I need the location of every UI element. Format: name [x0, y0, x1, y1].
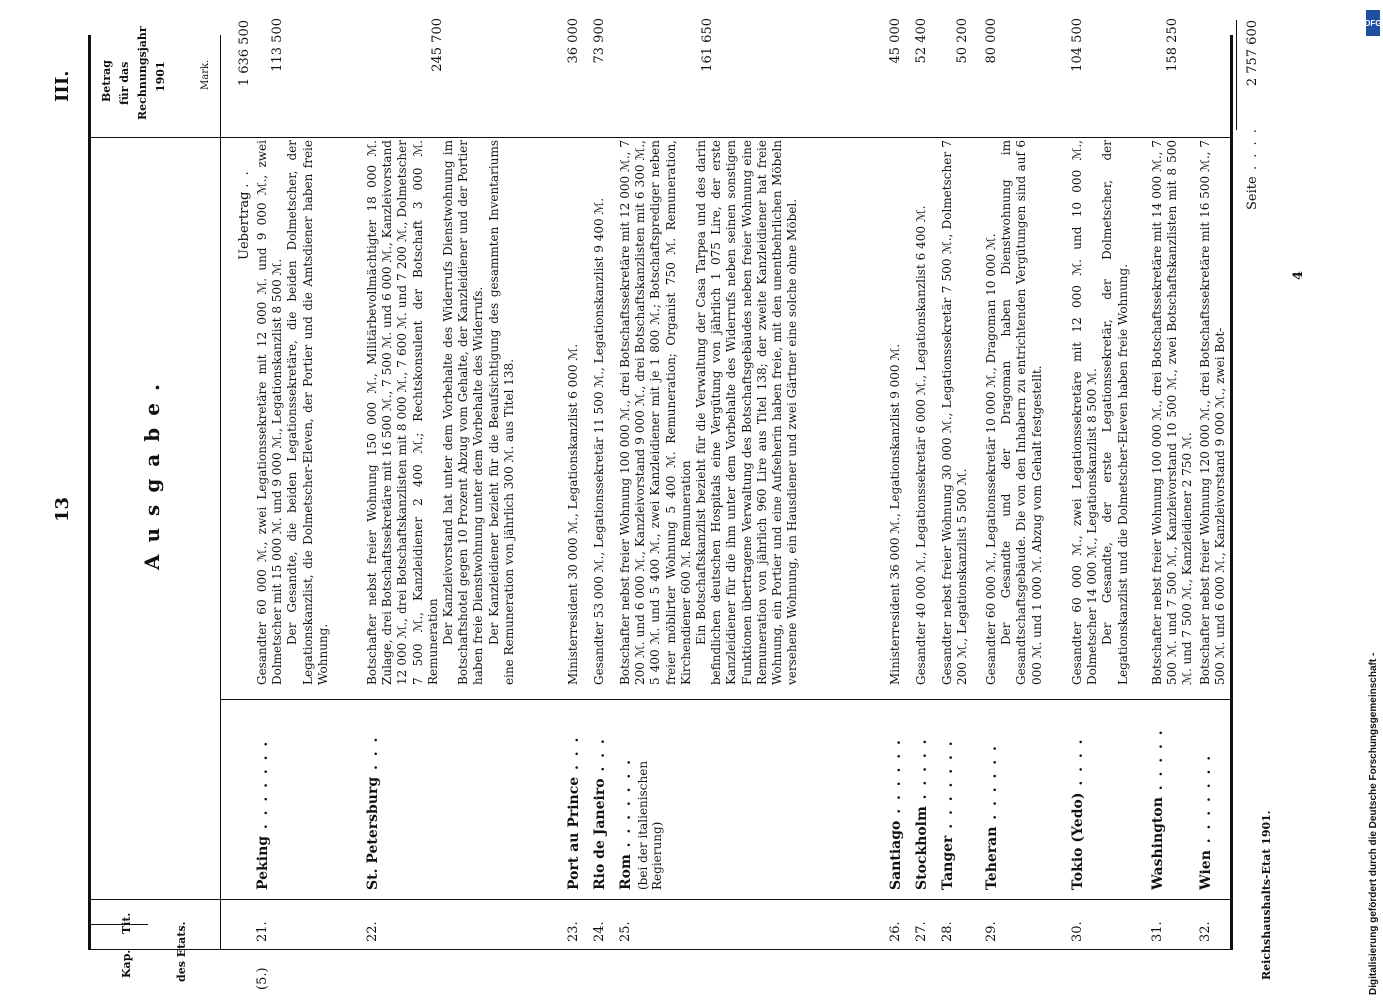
row-amount: 158 250 — [1165, 18, 1180, 72]
row-tit: 30. — [1070, 921, 1085, 942]
place-name: Wien — [1198, 850, 1214, 890]
bottom-thick-rule — [1230, 35, 1233, 950]
leader-dots: . . . . . . . — [940, 739, 956, 836]
row-text — [365, 140, 517, 685]
section-roman: III. — [52, 70, 73, 102]
row-tit: 28. — [940, 921, 955, 942]
row-amount: 245 700 — [430, 18, 445, 72]
row-text — [1198, 140, 1229, 685]
row-text — [984, 140, 1045, 685]
row-text-para: Botschafter nebst freier Wohnung 100 000 ℳ., drei Botschaftssekretäre mit 14 000 ℳ., 7 500 ℳ. und 7 500 ℳ., Kanzleivorstand 10 500 ℳ., zwei Botschaftskanzlisten mit 8 500 ℳ. und 7 500 ℳ., Kanzleidiener 2 750 ℳ. — [1150, 140, 1195, 685]
row-place — [914, 680, 930, 890]
kap-tit-separator — [88, 924, 148, 925]
place-name: Rom — [618, 854, 634, 890]
row-amount: 73 900 — [592, 18, 607, 64]
row-text — [592, 140, 607, 685]
place-name: Tokio (Yedo) — [1070, 792, 1086, 890]
row-text-para: Der Gesandte und der Dragoman haben Dienstwohnung im Gesandtschaftsgebäude. Die von den Inhabern zu entrichtenden Vergütungen sind auf 6 000 ℳ. und 1 000 ℳ. Abzug vom Gehalt festgestellt. — [999, 140, 1044, 685]
seite-label: Seite — [1245, 176, 1260, 210]
place-name: Peking — [255, 835, 271, 890]
row-amount: 50 200 — [955, 18, 970, 64]
row-kap: (5.) — [255, 967, 270, 990]
place-name: Tanger — [940, 835, 956, 890]
dfg-logo: DFG — [1366, 10, 1380, 36]
row-tit: 25. — [618, 921, 633, 942]
row-tit: 22. — [365, 921, 380, 942]
row-place-note: (bei der italienischen Regierung) — [636, 760, 664, 890]
col-head-amount-3: Rechnungsjahr — [136, 26, 149, 120]
row-place — [566, 680, 582, 890]
place-name: Stockholm — [914, 806, 930, 890]
leader-dots: . . . — [365, 735, 381, 777]
row-amount: 36 000 — [566, 18, 581, 64]
total-rule — [1236, 20, 1237, 130]
row-text — [940, 140, 970, 685]
row-text-para: Gesandter 40 000 ℳ., Legationssekretär 6 000 ℳ., Legationskanzlist 6 400 ℳ. — [914, 205, 928, 685]
row-text — [888, 140, 903, 685]
leader-dots: . . . . . . . — [618, 757, 634, 855]
row-tit: 31. — [1150, 921, 1165, 942]
row-amount: 52 400 — [914, 18, 929, 64]
row-text — [914, 140, 929, 685]
row-amount: 113 500 — [270, 18, 285, 72]
place-name: Rio de Janeiro — [592, 778, 608, 890]
col-head-amount-2: für das — [118, 61, 131, 105]
left-footer: Reichshaushalts-Etat 1901. — [1260, 810, 1273, 980]
row-tit: 32. — [1198, 921, 1213, 942]
row-tit: 29. — [984, 921, 999, 942]
row-text — [618, 140, 800, 685]
row-tit: 27. — [914, 921, 929, 942]
row-text-para: Gesandter 60 000 ℳ., zwei Legationssekretäre mit 12 000 ℳ. und 9 000 ℳ., zwei Dolmetscher mit 15 000 ℳ. und 9 000 ℳ., Legationskanzlist 8 500 ℳ. — [255, 140, 285, 685]
row-place — [365, 680, 381, 890]
col-head-tit: Tit. — [120, 912, 133, 934]
row-amount: 161 650 — [700, 18, 715, 72]
leader-dots: . . . — [566, 735, 582, 777]
row-text-para: Der Kanzleidiener bezieht für die Beaufsichtigung des gesammten Inventariums eine Remuneration von jährlich 300 ℳ. aus Titel 138. — [486, 140, 516, 685]
row-text — [1150, 140, 1196, 685]
row-place — [888, 680, 904, 890]
row-text-para: Der Gesandte, der erste Legationssekretär, der Dolmetscher, der Legationskanzlist und die Dolmetscher-Eleven haben freie Wohnung. — [1100, 140, 1130, 685]
row-text-para: Gesandter nebst freier Wohnung 30 000 ℳ., Legationssekretär 7 500 ℳ., Dolmetscher 7 200 ℳ., Legationskanzlist 5 500 ℳ. — [940, 140, 970, 685]
row-amount: 80 000 — [984, 18, 999, 64]
page-title: Ausgabe. — [140, 372, 164, 570]
leader-dots: . . . — [592, 737, 608, 779]
row-text — [1070, 140, 1131, 685]
leader-dots: . . . . . . . — [1198, 753, 1214, 851]
row-place — [940, 680, 956, 890]
row-text-para: Gesandter 53 000 ℳ., Legationssekretär 11 500 ℳ., Legationskanzlist 9 400 ℳ. — [592, 197, 606, 685]
leader-dots: . . . . . . — [888, 738, 904, 821]
col-head-amount-unit: Mark. — [200, 59, 211, 90]
place-name: Port au Prince — [566, 776, 582, 890]
row-text-para: Botschafter nebst freier Wohnung 100 000 ℳ., drei Botschaftssekretäre mit 12 000 ℳ., 7 200 ℳ. und 6 000 ℳ., Kanzleivorstand 9 000 ℳ., drei Botschaftskanzlisten mit 6 300 ℳ., 5 400 ℳ. und 5 400 ℳ., zwei Kanzleidiener mit je 1 800 ℳ.; Botschaftsprediger neben freier möblirter Wohnung 5 400 ℳ. Remuneration; Organist 750 ℳ. Remuneration, Kirchendiener 600 ℳ. Remuneration — [618, 140, 693, 685]
row-text-para: Ministerresident 36 000 ℳ., Legationskanzlist 9 000 ℳ. — [888, 343, 902, 685]
header-bottom-rule — [220, 35, 221, 950]
row-amount: 104 500 — [1070, 18, 1085, 72]
row-text-para: Ein Botschaftskanzlist bezieht für die Verwaltung der Casa Tarpea und des darin befindlichen deutschen Hospitals eine Vergütung von jährlich 1 075 Lire, der erste Kanzleidiener für die ihm unter dem Vorbehalte des Widerrufs neben seinen sonstigen Funktionen übertragene Verwaltung des Botschaftsgebäudes neben freier Wohnung eine Remuneration von jährlich 960 Lire aus Titel 138; der zweite Kanzleidiener hat freie Wohnung, ein Portier und eine Aufseherin haben freie, mit den unentbehrlichen Möbeln versehene Wohnung, ein Hausdiener und zwei Gärtner eine solche ohne Möbel. — [694, 140, 800, 685]
col-rule-kap — [88, 949, 1233, 950]
digitization-credit: Digitalisierung gefördert durch die Deutsche Forschungsgemeinschaft - — [1368, 652, 1379, 995]
seite-dots: . . . . — [1245, 127, 1260, 170]
row-text-para: Gesandter 60 000 ℳ., zwei Legationssekretäre mit 12 000 ℳ. und 10 000 ℳ., Dolmetscher 14 000 ℳ., Legationskanzlist 8 500 ℳ. — [1070, 140, 1100, 685]
col-head-amount-1: Betrag — [100, 60, 113, 102]
carry-label: Uebertrag — [237, 191, 252, 260]
row-text-para: Botschafter nebst freier Wohnung 120 000 ℳ., drei Botschaftssekretäre mit 16 500 ℳ., 7 500 ℳ. und 6 000 ℳ., Kanzleivorstand 9 000 ℳ., zwei Bot- — [1198, 140, 1228, 685]
row-place — [255, 680, 271, 890]
page-number: 13 — [52, 496, 73, 522]
col-rule-amount — [88, 137, 1233, 138]
col-head-des-etats: des Etats. — [175, 921, 188, 982]
leader-dots: . . . . . — [914, 737, 930, 807]
col-head-kap: Kap. — [120, 949, 133, 978]
row-place — [618, 680, 634, 890]
leader-dots: . . . . — [1070, 737, 1086, 793]
row-place — [1070, 680, 1086, 890]
row-place — [592, 680, 608, 890]
row-text-para: Gesandter 60 000 ℳ., Legationssekretär 10 000 ℳ., Dragoman 10 000 ℳ. — [984, 233, 998, 685]
row-tit: 21. — [255, 921, 270, 942]
row-text — [566, 140, 581, 685]
row-tit: 24. — [592, 921, 607, 942]
place-name: St. Petersburg — [365, 776, 381, 890]
row-amount: 45 000 — [888, 18, 903, 64]
place-name: Washington — [1150, 797, 1166, 890]
row-text-para: Der Gesandte, die beiden Legationssekretäre, die beiden Dolmetscher, der Legationskanzlist, die Dolmetscher-Eleven, der Portier und die Amtsdiener haben freie Wohnung. — [285, 140, 330, 685]
leader-dots: . . . . . — [1150, 728, 1166, 798]
row-tit: 23. — [566, 921, 581, 942]
row-text — [255, 140, 331, 685]
row-text-para: Ministerresident 30 000 ℳ., Legationskanzlist 6 000 ℳ. — [566, 343, 580, 685]
carry-amount: 1 636 500 — [237, 20, 252, 87]
leader-dots: . . . . . . . — [255, 739, 271, 836]
row-place — [1198, 680, 1214, 890]
place-name: Santiago — [888, 820, 904, 890]
leader-dots: . . . . . . — [984, 744, 1000, 827]
row-place — [1150, 680, 1166, 890]
row-text-para: Botschafter nebst freier Wohnung 150 000 ℳ., Militärbevollmächtigter 18 000 ℳ. Zulage, drei Botschaftssekretäre mit 16 500 ℳ., 7 500 ℳ. und 6 000 ℳ., Kanzleivorstand 12 000 ℳ., drei Botschaftskanzlisten mit 8 000 ℳ., 7 600 ℳ. und 7 200 ℳ., Dolmetscher 7 500 ℳ., Kanzleidiener 2 400 ℳ.; Rechtskonsulent der Botschaft 3 000 ℳ. Remuneration — [365, 140, 440, 685]
carry-dots: . . . — [237, 169, 252, 200]
row-text-para: Der Kanzleivorstand hat unter dem Vorbehalte des Widerrufs Dienstwohnung im Botschaftshotel gegen 10 Prozent Abzug vom Gehalte, der Kanzleidiener und der Portier haben freie Dienstwohnung unter dem Vorbehalte des Widerrufs. — [441, 140, 486, 685]
top-thick-rule — [88, 35, 91, 950]
signature-number: 4 — [1291, 270, 1306, 280]
row-tit: 26. — [888, 921, 903, 942]
seite-total: 2 757 600 — [1245, 20, 1260, 87]
place-name: Teheran — [984, 826, 1000, 890]
row-place — [984, 680, 1000, 890]
col-head-amount-4: 1901 — [154, 61, 167, 92]
